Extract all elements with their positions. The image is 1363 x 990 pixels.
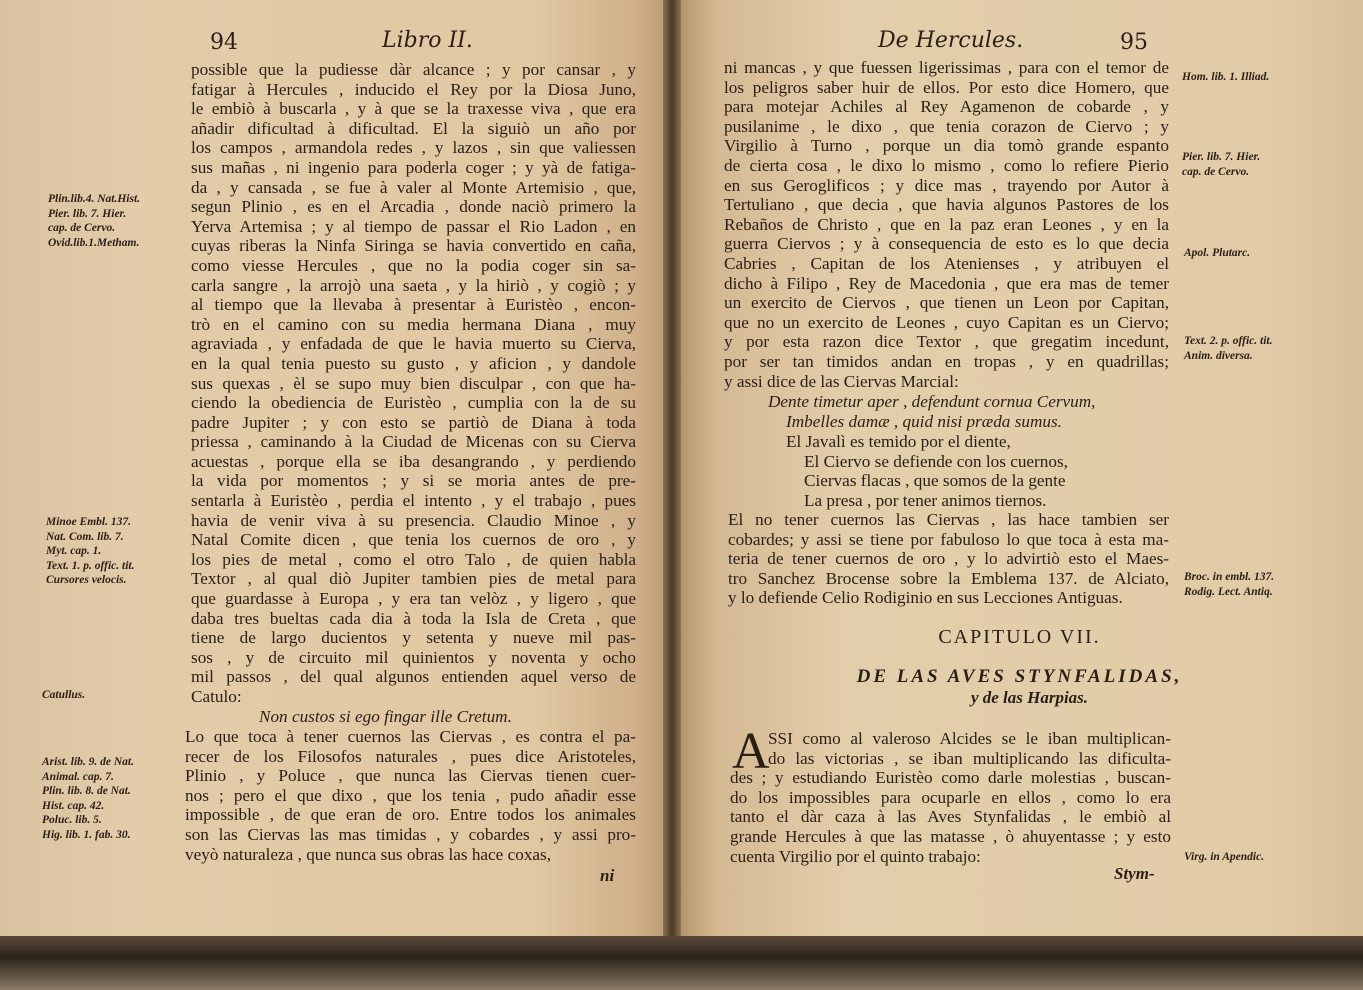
margin-note-line: Text. 2. p. offic. tit. (1184, 335, 1273, 347)
text-line: teria de tener cuernos de oro , y lo advirtiò esto el Maes- (728, 549, 1169, 569)
text-line: Natal Comite dicen , que tenia los cuernos de oro , y (191, 530, 636, 550)
text-line: sus mañas , ni ingenio para poderla coger ; y yà de fatiga- (191, 157, 636, 177)
text-line: la vida por momentos ; y si se moria antes de pre- (191, 471, 636, 491)
text-line: do los impossibles para ocuparle en ellos , como lo era (730, 787, 1171, 807)
text-line: agraviada , y enfadada de que le havia muerto su Cierva, (191, 334, 636, 354)
text-line: como viesse Hercules , que no la podia coger sin sa- (191, 255, 636, 275)
margin-note-line: Hig. lib. 1. fab. 30. (42, 828, 131, 841)
text-line: segun Plinio , es en el Arcadia , donde naciò primero la (191, 197, 636, 217)
text-line: grande Hercules à que las matasse , ò ahuyentasse ; y esto (730, 826, 1171, 846)
margin-note-line: Myt. cap. 1. (46, 545, 102, 557)
drop-cap: A (732, 723, 770, 780)
margin-note-line: Hist. cap. 42. (42, 799, 105, 812)
right-page-number: 95 (1120, 30, 1148, 55)
right-verse-latin (768, 392, 1168, 431)
text-line: padre Jupiter ; y con esto se partiò de Diana à toda (191, 412, 636, 432)
text-line: para motejar Achiles al Rey Agamenon de cobarde , y (724, 97, 1169, 117)
margin-note-line: Pier. lib. 7. Hier. (48, 207, 127, 220)
text-line: Catulo: (191, 687, 242, 706)
margin-note-line: Plin. lib. 8. de Nat. (42, 785, 131, 797)
margin-note (1184, 570, 1274, 599)
right-catchword: Stym- (1114, 864, 1155, 883)
text-line: Textor , al qual diò Jupiter tambien pies de metal para (191, 569, 636, 589)
margin-note-line: Virg. in Apendic. (1184, 851, 1265, 863)
right-body-text-2 (728, 510, 1169, 608)
text-line: en la qual tenia puesto su gusto , y aficion , y dandole (191, 353, 636, 373)
margin-note (1182, 70, 1269, 85)
text-line: trò en el camino con su media hermana Diana , muy (191, 314, 636, 334)
text-line: pusilanime , le dixo , que tenia corazon de Ciervo ; y (724, 116, 1169, 136)
text-line: tanto el dàr caza à las Aves Stynfalidas , le embiò al (730, 807, 1171, 827)
text-line: SSI como al valeroso Alcides se le iban multiplican- (768, 729, 1171, 748)
verse-line: El Ciervo se defiende con los cuernos, (804, 451, 1068, 471)
text-line: recer de los Filosofos naturales , pues dice Aristoteles, (185, 746, 636, 766)
left-running-header: Libro II. (382, 28, 473, 53)
text-line: Yerva Artemisa ; y al tiempo de passar el Rio Ladon , en (191, 216, 636, 236)
right-body-text (724, 58, 1169, 391)
text-line: los pies de metal , como el otro Talo , de quien habla (191, 549, 636, 569)
book-gutter (663, 0, 681, 945)
text-line: tiene de largo ducientos y setenta y nueve mil pas- (191, 628, 636, 648)
text-line: y por esta razon dice Textor , que gregatim incedunt, (724, 332, 1169, 352)
text-line: son las Ciervas las mas timidas , y cobardes , y assi pro- (185, 824, 636, 844)
margin-note (1182, 150, 1260, 179)
text-line: sus quexas , èl se supo muy bien disculpar , con que ha- (191, 373, 636, 393)
margin-note-line: Broc. in embl. 137. (1184, 571, 1275, 583)
margin-note-line: cap. de Cervo. (48, 222, 116, 234)
text-line: Tertuliano , que decia , que havia algunos Pastores de los (724, 195, 1169, 215)
text-line: nos ; pero el que dixo , que los tenia , pudo añadir esse (185, 785, 636, 805)
text-line: que no un exercito de Leones , cuyo Capitan es un Ciervo; (724, 312, 1169, 332)
left-body-text-2 (185, 727, 636, 864)
margin-note-line: Hom. lib. 1. Illiad. (1182, 71, 1270, 83)
margin-note (42, 755, 134, 842)
text-line: le embiò à buscarla , y à que se la traxesse viva , que era (191, 99, 636, 119)
text-line: y assi dice de las Ciervas Marcial: (724, 371, 959, 391)
book-bottom-edge (0, 936, 1363, 990)
text-line: tro Sanchez Brocense sobre la Emblema 137. de Alciato, (728, 568, 1169, 588)
text-line: cuyas riberas la Ninfa Siringa se havia convertido en caña, (191, 236, 636, 256)
margin-note-line: cap. de Cervo. (1182, 165, 1250, 178)
text-line: ciendo la obediencia de Euristèo , cumplia con la de su (191, 393, 636, 413)
margin-note (1184, 246, 1250, 261)
chapter-subtitle-2: y de las Harpias. (970, 688, 1089, 707)
left-body-text (191, 60, 636, 707)
verse-line: Non custos si ego fingar ille Cretum. (259, 707, 512, 726)
text-line: cuenta Virgilio por el quinto trabajo: (730, 846, 981, 866)
margin-note-line: Nat. Com. lib. 7. (46, 530, 124, 543)
text-line: y lo defiende Celio Rodiginio en sus Lecciones Antiguas. (728, 588, 1123, 608)
text-line: Lo que toca à tener cuernos las Ciervas , es contra el pa- (185, 727, 636, 746)
text-line: carla sangre , la arrojò una saeta , y la hiriò , y cogiò ; y (191, 275, 636, 295)
text-line: possible que la pudiesse dàr alcance ; y por cansar , y (191, 60, 636, 79)
left-catchword: ni (600, 866, 615, 885)
text-line: de cierta cosa , le dixo lo mismo , como lo refiere Pierio (724, 155, 1169, 175)
text-line: ni mancas , y que fuessen ligerissimas , para con el temor de (724, 58, 1169, 77)
verse-line: La presa , por tener animos tiernos. (804, 490, 1047, 510)
verse-line: El Javalì es temido por el diente, (786, 432, 1011, 451)
text-line: havia de venir viva à su presencia. Claudio Minoe , y (191, 510, 636, 530)
text-line: Cabries , Capitan de los Atenienses , y atribuyen el (724, 253, 1169, 273)
text-line: des ; y estudiando Euristèo como darle molestias , buscan- (730, 768, 1171, 788)
text-line: en sus Geroglificos ; y dice mas , trayendo por Autor à (724, 175, 1169, 195)
chapter-body-text (730, 729, 1171, 866)
text-line: Virgilio à Turno , porque un dia tomò grande espanto (724, 136, 1169, 156)
text-line: fatigar à Hercules , inducido el Rey por la Diosa Juno, (191, 79, 636, 99)
margin-note-line: Cursores velocis. (46, 574, 127, 586)
text-line: un exercito de Ciervos , que tienen un Leon por Capitan, (724, 293, 1169, 313)
margin-note-line: Ovid.lib.1.Metham. (48, 236, 140, 249)
text-line: priessa , caminando à la Ciudad de Micenas con su Cierva (191, 432, 636, 452)
text-line: dicho à Filipo , Rey de Macedonia , que era mas de temer (724, 273, 1169, 293)
margin-note-line: Plin.lib.4. Nat.Hist. (48, 193, 141, 205)
text-line: añadir dificultad à dificultad. El la siguiò un año por (191, 118, 636, 138)
margin-note-line: Apol. Plutarc. (1184, 247, 1251, 259)
text-line: los campos , armandola redes , y lazos , sin que valiessen (191, 138, 636, 158)
verse-line: Dente timetur aper , defendunt cornua Cervum, (768, 392, 1096, 411)
text-line: veyò naturaleza , que nunca sus obras las hace coxas, (185, 844, 552, 864)
text-line: do las victorias , se iban multiplicando las dificulta- (768, 748, 1171, 768)
margin-note-line: Text. 1. p. offic. tit. (46, 559, 135, 572)
text-line: acuestas , porque ella se iba desangrando , y perdiendo (191, 451, 636, 471)
text-line: guerra Ciervos ; y à consequencia de esto es lo que decia (724, 234, 1169, 254)
left-page-number: 94 (210, 30, 238, 55)
margin-note (1184, 850, 1264, 865)
text-line: mil passos , del qual algunos entienden aquel verso de (191, 667, 636, 687)
text-line: al tiempo que la llevaba à presentar à Euristèo , encon- (191, 295, 636, 315)
text-line: cobardes; y assi se tiene por fabuloso lo que toca à esta ma- (728, 529, 1169, 549)
text-line: da , y cansada , se fue à valer al Monte Artemisio , que, (191, 177, 636, 197)
margin-note (48, 192, 140, 250)
text-line: sos , y de circuito mil quinientos y noventa y ocho (191, 647, 636, 667)
right-running-header: De Hercules. (878, 28, 1024, 53)
chapter-subtitle: DE LAS AVES STYNFALIDAS, (856, 666, 1183, 687)
right-verse-spanish (768, 432, 1168, 510)
margin-note-line: Rodig. Lect. Antiq. (1184, 585, 1273, 598)
margin-note (42, 688, 85, 703)
margin-note-line: Pier. lib. 7. Hier. (1182, 151, 1261, 163)
text-line: impossible , de que eran de oro. Entre todos los animales (185, 805, 636, 825)
margin-note-line: Anim. diversa. (1184, 349, 1253, 362)
margin-note-line: Animal. cap. 7. (42, 770, 114, 783)
text-line: Rebaños de Christo , que en la paz eran Leones , y en la (724, 214, 1169, 234)
margin-note-line: Poluc. lib. 5. (42, 814, 102, 826)
text-line: sentarla à Euristèo , perdia el intento , y el trabajo , pues (191, 491, 636, 511)
text-line: daba tres bueltas cada dia à toda la Isla de Creta , que (191, 608, 636, 628)
verse-line: Ciervas flacas , que somos de la gente (804, 471, 1066, 491)
text-line: que guardasse à Europa , y era tan velòz , y ligero , que (191, 589, 636, 609)
margin-note (46, 515, 134, 588)
margin-note-line: Arist. lib. 9. de Nat. (42, 756, 135, 768)
text-line: por ser tan timidos andan en tropas , y en quadrillas; (724, 351, 1169, 371)
margin-note-line: Catullus. (42, 689, 86, 701)
margin-note (1184, 334, 1272, 363)
text-line: los peligros saber huir de ellos. Por esto dice Homero, que (724, 77, 1169, 97)
margin-note-line: Minoe Embl. 137. (46, 516, 131, 528)
text-line: El no tener cuernos las Ciervas , las hace tambien ser (728, 510, 1169, 529)
verse-line: Imbelles damæ , quid nisi præda sumus. (786, 411, 1062, 431)
chapter-title: CAPITULO VII. (938, 626, 1101, 648)
left-verse (191, 707, 636, 727)
text-line: Plinio , y Poluce , que nunca las Ciervas tienen cuer- (185, 766, 636, 786)
